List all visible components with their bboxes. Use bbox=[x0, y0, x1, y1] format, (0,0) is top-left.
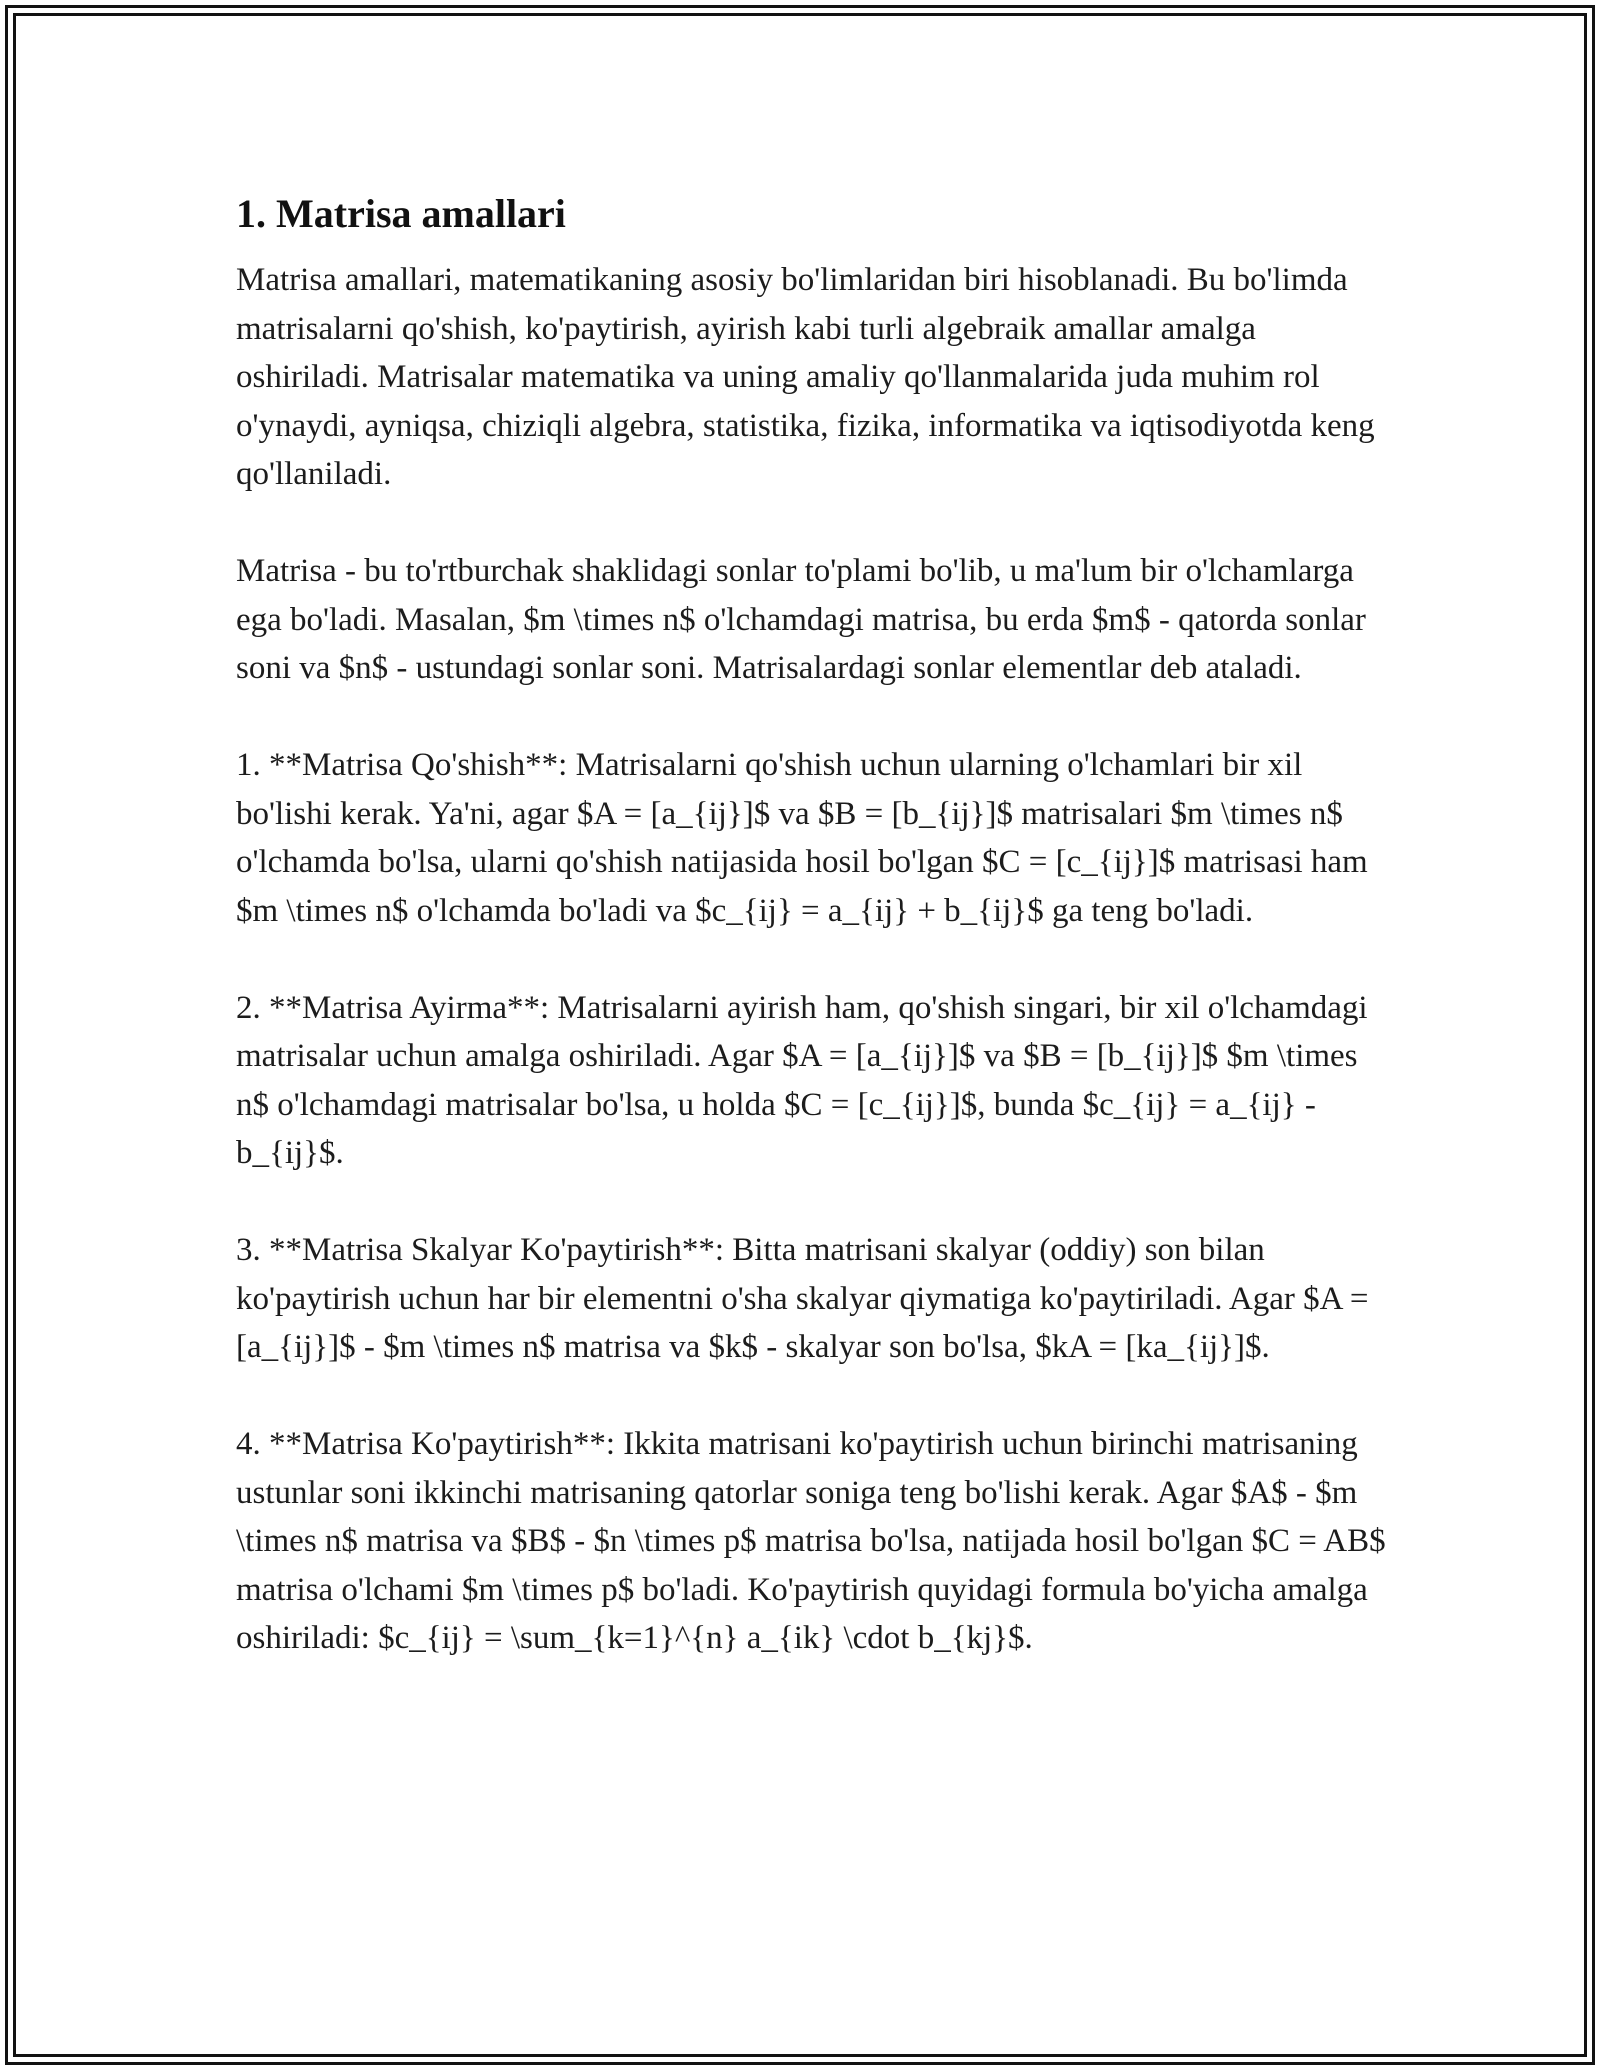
paragraph-subtraction: 2. **Matrisa Ayirma**: Matrisalarni ayirish ham, qo'shish singari, bir xil o'lchamdagi matrisalar uchun amalga oshiriladi. Agar $A = [a_{ij}]$ va $B = [b_{ij}]$ $m \times n$ o'lchamdagi matrisalar bo'lsa, u holda $C = [c_{ij}]$, bunda $c_{ij} = a_{ij} - b_{ij}$. bbox=[236, 989, 1368, 1171]
paragraph-intro: Matrisa amallari, matematikaning asosiy bo'limlaridan biri hisoblanadi. Bu bo'limda matrisalarni qo'shish, ko'paytirish, ayirish kabi turli algebraik amallar amalga oshiriladi. Matrisalar matematika va uning amaliy qo'llanmalarida juda muhim rol o'ynaydi, ayniqsa, chiziqli algebra, statistika, fizika, informatika va iqtisodiyotda keng qo'llaniladi. bbox=[236, 262, 1375, 492]
section-heading: 1. Matrisa amallari bbox=[236, 191, 566, 236]
paragraph-scalar-multiplication: 3. **Matrisa Skalyar Ko'paytirish**: Bitta matrisani skalyar (oddiy) son bilan ko'paytirish uchun har bir elementni o'sha skalyar qiymatiga ko'paytiriladi. Agar $A = [a_{ij}]$ - $m \times n$ matrisa va $k$ - skalyar son bo'lsa, $kA = [ka_{ij}]$. bbox=[236, 1232, 1369, 1365]
paragraph-definition: Matrisa - bu to'rtburchak shaklidagi sonlar to'plami bo'lib, u ma'lum bir o'lchamlarga ega bo'ladi. Masalan, $m \times n$ o'lchamdagi matrisa, bu erda $m$ - qatorda sonlar soni va $n$ - ustundagi sonlar soni. Matrisalardagi sonlar elementlar deb ataladi. bbox=[236, 553, 1366, 686]
paragraph-addition: 1. **Matrisa Qo'shish**: Matrisalarni qo'shish uchun ularning o'lchamlari bir xil bo'lishi kerak. Ya'ni, agar $A = [a_{ij}]$ va $B = [b_{ij}]$ matrisalari $m \times n$ o'lchamda bo'lsa, ularni qo'shish natijasida hosil bo'lgan $C = [c_{ij}]$ matrisasi ham $m \times n$ o'lchamda bo'ladi va $c_{ij} = a_{ij} + b_{ij}$ ga teng bo'ladi. bbox=[236, 747, 1368, 929]
paragraph-matrix-multiplication: 4. **Matrisa Ko'paytirish**: Ikkita matrisani ko'paytirish uchun birinchi matrisaning ustunlar soni ikkinchi matrisaning qatorlar soniga teng bo'lishi kerak. Agar $A$ - $m \times n$ matrisa va $B$ - $n \times p$ matrisa bo'lsa, natijada hosil bo'lgan $C = AB$ matrisa o'lchami $m \times p$ bo'ladi. Ko'paytirish quyidagi formula bo'yicha amalga oshiriladi: $c_{ij} = \sum_{k=1}^{n} a_{ik} \cdot b_{kj}$. bbox=[236, 1426, 1386, 1656]
document-body bbox=[236, 186, 1386, 1663]
